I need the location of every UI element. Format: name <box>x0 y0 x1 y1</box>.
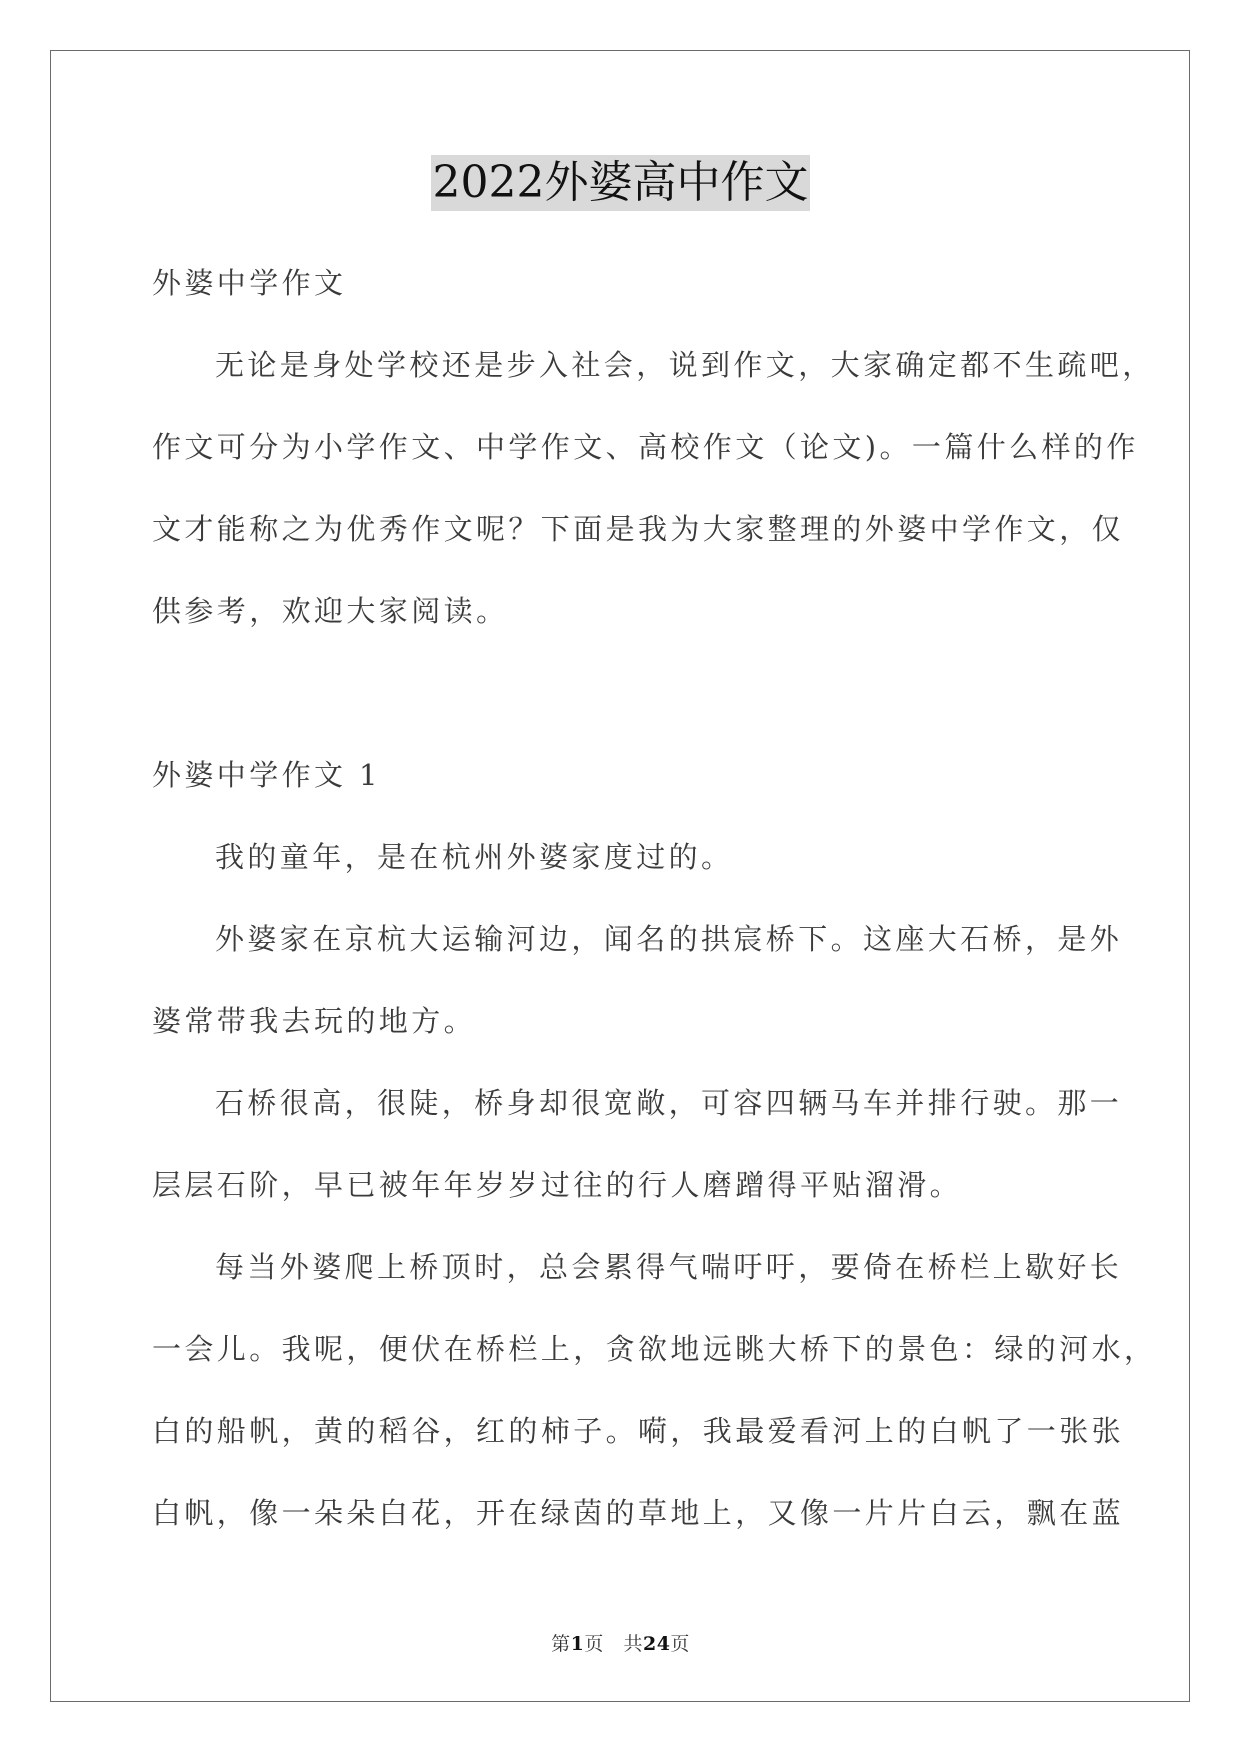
text-line: 白的船帆，黄的稻谷，红的柿子。嗬，我最爱看河上的白帆了一张张 <box>152 1414 1125 1448</box>
current-page-number: 1 <box>570 1633 585 1655</box>
footer-prefix: 第 <box>551 1633 571 1655</box>
text-line: 白帆，像一朵朵白花，开在绿茵的草地上，又像一片片白云，飘在蓝 <box>152 1496 1125 1530</box>
text-line: 石桥很高，很陡，桥身却很宽敞，可容四辆马车并排行驶。那一 <box>215 1086 1123 1120</box>
text-line: 无论是身处学校还是步入社会，说到作文，大家确定都不生疏吧， <box>215 348 1155 382</box>
blank-line <box>152 672 1092 754</box>
text-line: 每当外婆爬上桥顶时，总会累得气喘吁吁，要倚在桥栏上歇好长 <box>215 1250 1123 1284</box>
text-line: 作文可分为小学作文、中学作文、高校作文（论文)。一篇什么样的作 <box>152 430 1139 464</box>
total-page-number: 24 <box>642 1633 671 1655</box>
footer-total-unit: 页 <box>670 1633 690 1655</box>
footer-page-unit: 页 <box>584 1633 604 1655</box>
text-line: 我的童年，是在杭州外婆家度过的。 <box>215 840 734 874</box>
text-line: 层层石阶，早已被年年岁岁过往的行人磨蹭得平贴溜滑。 <box>152 1168 963 1202</box>
text-line: 外婆家在京杭大运输河边，闻名的拱宸桥下。这座大石桥，是外 <box>215 922 1123 956</box>
footer-total-prefix: 共 <box>623 1633 643 1655</box>
document-title: 2022外婆高中作文 <box>431 155 811 211</box>
title-wrap <box>0 155 1241 211</box>
text-line: 婆常带我去玩的地方。 <box>152 1004 477 1038</box>
text-line: 外婆中学作文 <box>152 266 347 300</box>
text-line: 外婆中学作文 1 <box>152 758 381 792</box>
text-line: 一会儿。我呢，便伏在桥栏上，贪欲地远眺大桥下的景色：绿的河水， <box>152 1332 1157 1366</box>
document-body <box>152 262 1157 1574</box>
page-footer <box>0 1629 1241 1656</box>
text-line: 供参考，欢迎大家阅读。 <box>152 594 509 628</box>
text-line: 文才能称之为优秀作文呢？下面是我为大家整理的外婆中学作文，仅 <box>152 512 1125 546</box>
